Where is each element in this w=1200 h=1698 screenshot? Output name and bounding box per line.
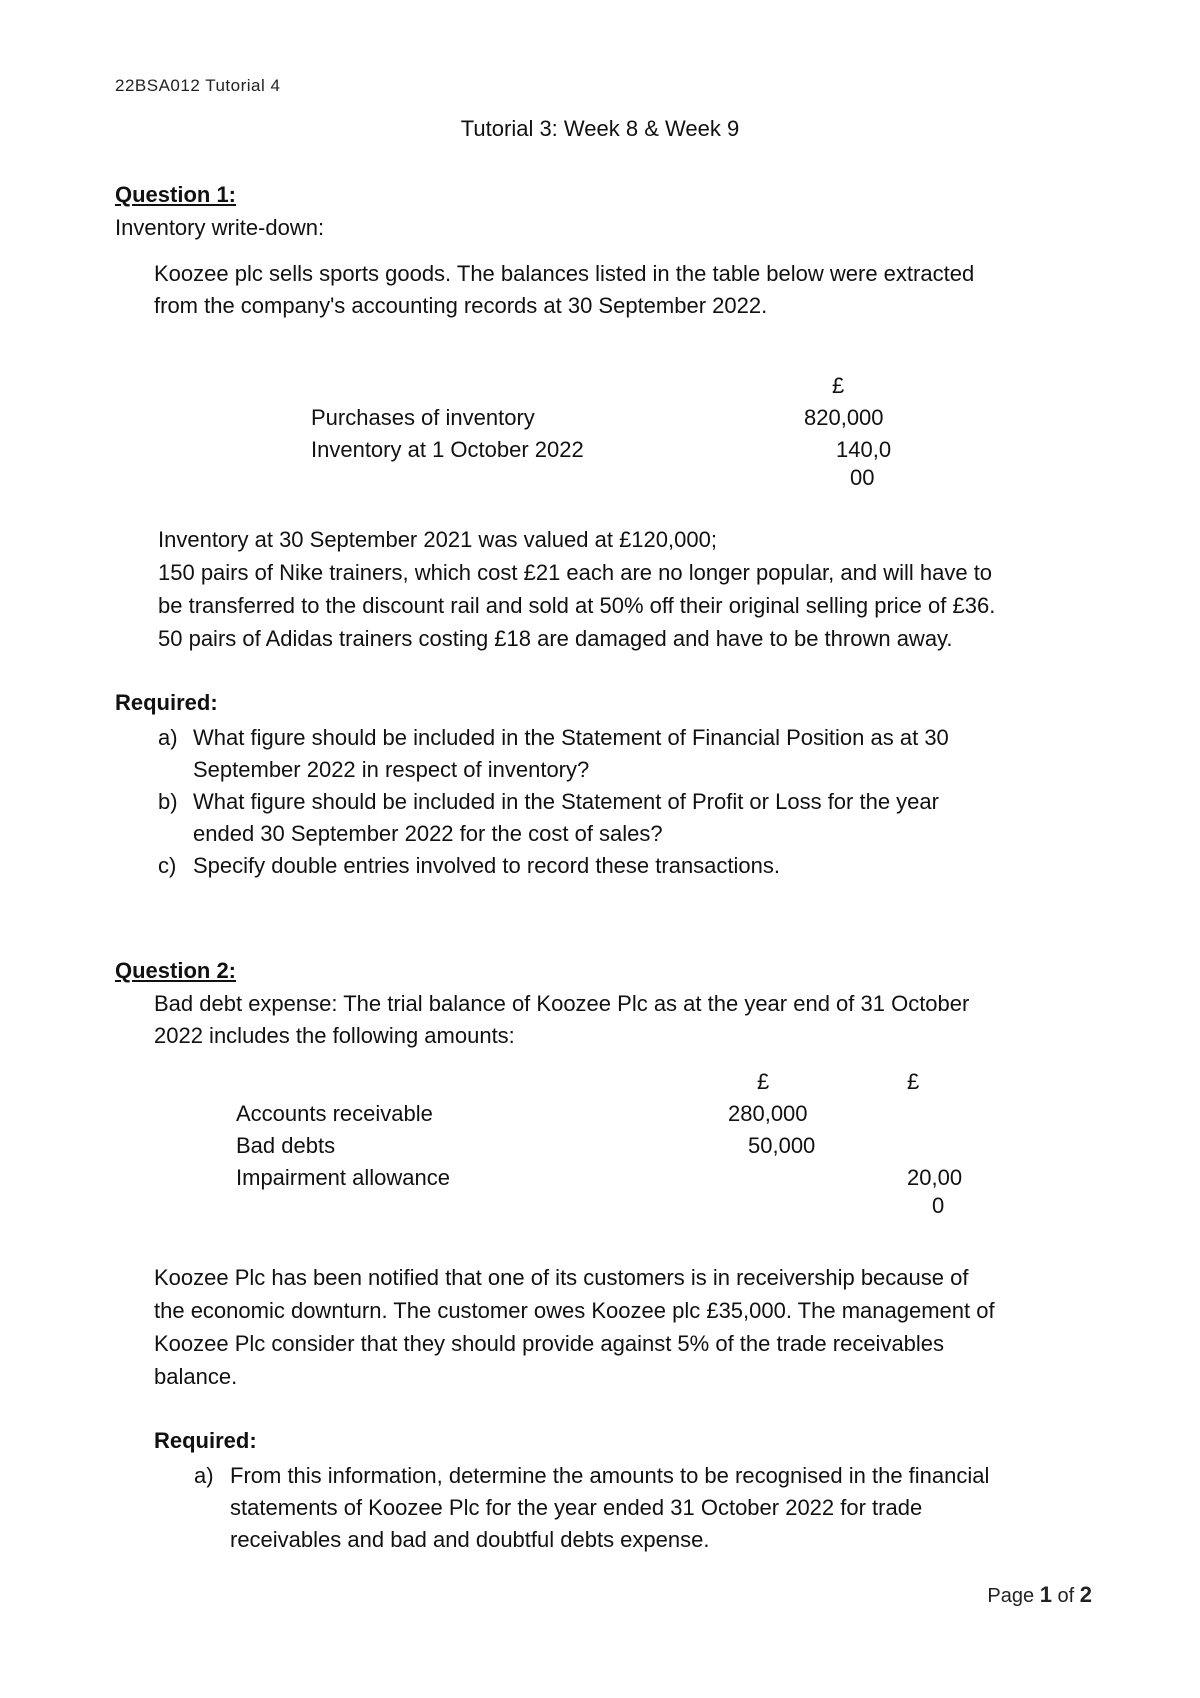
q2-row-label-receivable: Accounts receivable [236,1101,433,1126]
question-2-intro-line-1: Bad debt expense: The trial balance of Koozee Plc as at the year end of 31 October [154,991,970,1016]
q1-row-label-inventory: Inventory at 1 October 2022 [311,437,584,462]
q2-row-label-bad-debts: Bad debts [236,1133,336,1158]
page-current: 1 [1039,1582,1052,1607]
q1-fact-2: 150 pairs of Nike trainers, which cost £21 each are no longer popular, and will have to [158,560,993,585]
q1-fact-3: be transferred to the discount rail and sold at 50% off their original selling price of £36. [158,593,996,618]
q2-debit-currency-header: £ [757,1069,770,1094]
q2-row-debit-receivable: 280,000 [728,1101,808,1126]
page-label: Page [987,1585,1035,1607]
q2-paragraph-line-3: Koozee Plc consider that they should provide against 5% of the trade receivables [154,1331,945,1356]
q2-paragraph-line-2: the economic downturn. The customer owes Koozee plc £35,000. The management of [154,1298,995,1323]
list-item [194,1460,1094,1556]
question-2-required-label: Required: [154,1428,257,1453]
q1-fact-1: Inventory at 30 September 2021 was valued at £120,000; [158,527,717,552]
list-marker: a) [194,1463,214,1488]
list-marker: b) [158,789,178,814]
question-1-intro-line-2: from the company's accounting records at 30 September 2022. [154,293,768,318]
q2-paragraph-line-1: Koozee Plc has been notified that one of its customers is in receivership because of [154,1265,969,1290]
list-item-line: What figure should be included in the Statement of Financial Position as at 30 [193,725,949,750]
list-item-line: September 2022 in respect of inventory? [193,757,590,782]
page-total: 2 [1079,1582,1092,1607]
q1-row-label-purchases: Purchases of inventory [311,405,535,430]
list-marker: a) [158,725,178,750]
document-header: 22BSA012 Tutorial 4 [115,76,281,95]
page-of-label: of [1057,1585,1075,1607]
question-2-required-list [194,1460,1094,1556]
page-number [987,1582,1092,1608]
question-1-required-list [158,722,1088,882]
list-item [158,786,1088,850]
q2-row-credit-impairment-part2: 0 [932,1193,945,1218]
list-item-line: ended 30 September 2022 for the cost of sales? [193,821,663,846]
question-1-heading: Question 1: [115,182,237,207]
question-1-intro-line-1: Koozee plc sells sports goods. The balances listed in the table below were extracted [154,261,975,286]
q1-row-value-purchases: 820,000 [804,405,884,430]
list-item [158,850,1088,882]
question-1-required-label: Required: [115,690,218,715]
list-item-line: From this information, determine the amounts to be recognised in the financial [230,1463,990,1488]
question-2-heading: Question 2: [115,958,237,983]
q1-fact-4: 50 pairs of Adidas trainers costing £18 are damaged and have to be thrown away. [158,626,953,651]
list-item-line: What figure should be included in the Statement of Profit or Loss for the year [193,789,939,814]
q2-credit-currency-header: £ [907,1069,920,1094]
list-item-line: statements of Koozee Plc for the year ended 31 October 2022 for trade [230,1495,923,1520]
list-marker: c) [158,853,177,878]
q2-row-label-impairment: Impairment allowance [236,1165,450,1190]
question-1-topic: Inventory write-down: [115,215,325,240]
q1-row-value-inventory-part2: 00 [850,465,875,490]
question-2-intro-line-2: 2022 includes the following amounts: [154,1023,515,1048]
list-item-line: Specify double entries involved to record these transactions. [193,853,780,878]
q1-currency-header: £ [832,373,845,398]
page-title: Tutorial 3: Week 8 & Week 9 [460,116,740,141]
q2-paragraph-line-4: balance. [154,1364,238,1389]
list-item-line: receivables and bad and doubtful debts expense. [230,1527,710,1552]
list-item [158,722,1088,786]
q2-row-debit-bad-debts: 50,000 [748,1133,816,1158]
q1-row-value-inventory-part1: 140,0 [836,437,892,462]
q2-row-credit-impairment-part1: 20,00 [907,1165,963,1190]
